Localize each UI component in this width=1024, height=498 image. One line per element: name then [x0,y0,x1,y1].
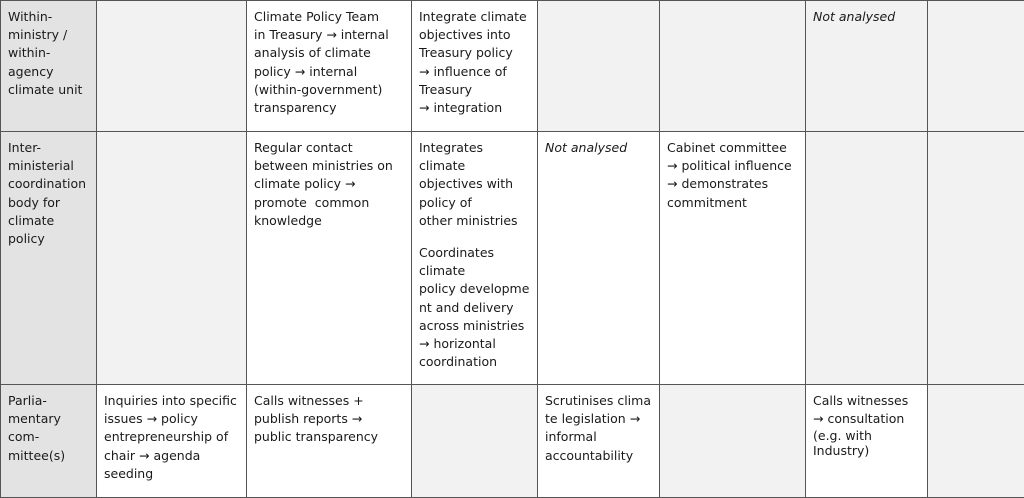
table-cell [538,132,660,385]
table-cell [660,1,806,132]
cell-text: climate policy → [254,175,404,193]
cell-text: Integrates [419,139,530,157]
cell-text: accountability [545,447,652,465]
cell-text: te legislation → [545,410,652,428]
table-cell [928,132,1024,385]
cell-text: policy [8,230,89,248]
table-cell [660,132,806,385]
cell-text: public transparency [254,428,404,446]
cell-text: (within-government) [254,81,404,99]
cell-text: coordination [419,353,530,371]
cell-text: between ministries on [254,157,404,175]
not-analysed-note: Not analysed [813,8,920,26]
cell-text: objectives with [419,175,530,193]
cell-text: → horizontal [419,335,530,353]
table-cell [247,132,412,385]
cell-text: Calls witnesses [813,392,920,410]
cell-text: seeding [104,465,239,483]
cell-text: coordination [8,175,89,193]
cell-text: climate unit [8,81,89,99]
table-cell [412,385,538,498]
cell-text: entrepreneurship of [104,428,239,446]
cell-text: Scrutinises clima [545,392,652,410]
cell-text: → integration [419,99,530,117]
cell-text: transparency [254,99,404,117]
cell-text: → political influence [667,157,798,175]
cell-text: Coordinates [419,244,530,262]
cell-text: → demonstrates [667,175,798,193]
cell-text: agency [8,63,89,81]
table-cell [660,385,806,498]
cell-text: analysis of climate [254,44,404,62]
cell-text: Within- [8,8,89,26]
cell-text: knowledge [254,212,404,230]
table-cell [97,132,247,385]
table-cell [806,132,928,385]
cell-text: commitment [667,194,798,212]
cell-text: policy → internal [254,63,404,81]
cell-text: → consultation [813,410,920,428]
table-cell [412,132,538,385]
table-cell [247,1,412,132]
table-row [1,385,1024,498]
table-cell [538,1,660,132]
table-cell [97,385,247,498]
cell-text: in Treasury → internal [254,26,404,44]
cell-text: com- [8,428,89,446]
cell-text: ministerial [8,157,89,175]
row-header-cell [1,385,97,498]
cell-text: ministry / [8,26,89,44]
cell-text: mentary [8,410,89,428]
cell-text: climate [8,212,89,230]
cell-text: (e.g. with [813,428,920,443]
cell-text: Treasury [419,81,530,99]
cell-text: objectives into [419,26,530,44]
cell-text: Treasury policy [419,44,530,62]
cell-paragraph [419,139,530,230]
cell-text: body for [8,194,89,212]
cell-text: other ministries [419,212,530,230]
table-cell [97,1,247,132]
cell-text: Cabinet committee [667,139,798,157]
cell-text: informal [545,428,652,446]
table-cell [538,385,660,498]
cell-text: issues → policy [104,410,239,428]
row-header-cell [1,132,97,385]
cell-text: policy of [419,194,530,212]
table-cell [806,385,928,498]
cell-text: mittee(s) [8,447,89,465]
cell-text: publish reports → [254,410,404,428]
cell-text: Calls witnesses + [254,392,404,410]
cell-text: Climate Policy Team [254,8,404,26]
cell-text: Inquiries into specific [104,392,239,410]
cell-text: climate [419,157,530,175]
table-row [1,1,1024,132]
table-cell [247,385,412,498]
table-row [1,132,1024,385]
cell-text: promote common [254,194,404,212]
cell-text: within- [8,44,89,62]
cell-text: nt and delivery [419,299,530,317]
cell-text: Inter- [8,139,89,157]
table-cell [928,1,1024,132]
table-cell [928,385,1024,498]
cell-text: policy developme [419,280,530,298]
cell-text: Parlia- [8,392,89,410]
cell-paragraph [419,244,530,371]
cell-text: chair → agenda [104,447,239,465]
not-analysed-note: Not analysed [545,139,652,157]
table-cell [806,1,928,132]
cell-text: Industry) [813,443,920,458]
cell-text: Regular contact [254,139,404,157]
table-cell [412,1,538,132]
cell-text: across ministries [419,317,530,335]
cell-text: climate [419,262,530,280]
cell-text: → influence of [419,63,530,81]
row-header-cell [1,1,97,132]
cell-text: Integrate climate [419,8,530,26]
